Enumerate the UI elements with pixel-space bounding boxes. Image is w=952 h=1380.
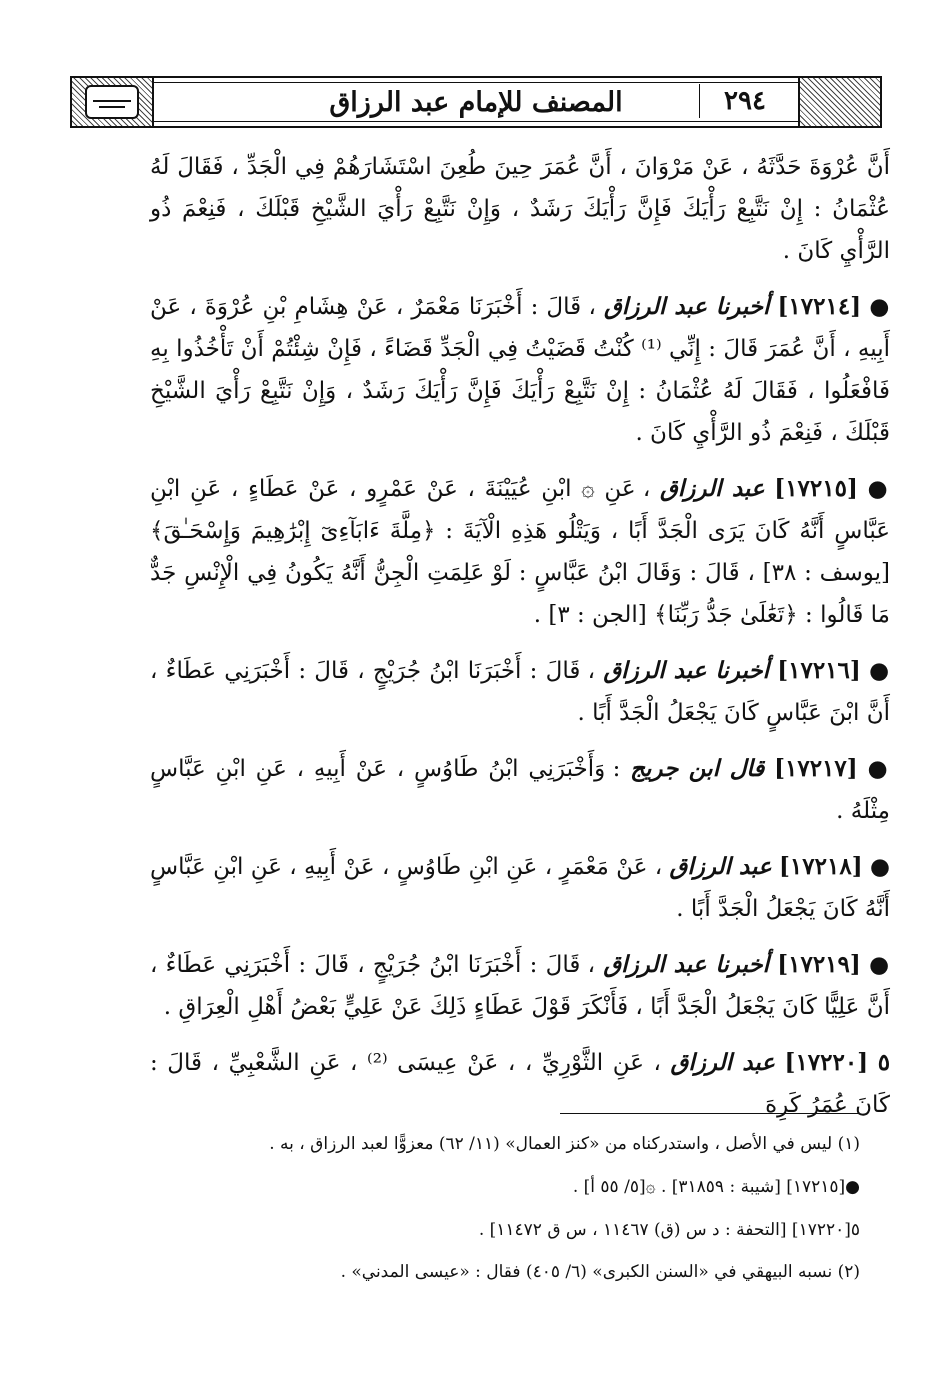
entry-marker: ●	[867, 475, 890, 502]
entry-source: قال ابن جريج	[630, 755, 765, 782]
entry-text: ، قَالَ : أَخْبَرَنَا ابْنُ جُرَيْجٍ ، قَالَ : أَخْبَرَنِي عَطَاءٌ ، أَنَّ ابْنَ عَبَّاسٍ كَانَ يَجْعَلُ الْجَدَّ أَبًا .	[150, 658, 890, 726]
entry-marker: ●	[869, 853, 890, 880]
ornament-right-icon	[798, 76, 882, 128]
entry-source: أخبرنا عبد الرزاق	[603, 951, 769, 978]
entry-marker: ●	[869, 657, 891, 684]
entry-source: عبد الرزاق	[660, 475, 765, 502]
entry-marker: ٥	[877, 1049, 891, 1076]
hadith-entry	[150, 468, 890, 636]
hadith-entry	[150, 846, 890, 930]
entry-number: [١٧٢١٦]	[777, 657, 861, 684]
footnote-1: (١) ليس في الأصل ، واستدركناه من «كنز العمال» (١١/ ٦٢) معزوًّا لعبد الرزاق ، به .	[269, 1134, 860, 1154]
footnote-3: ٥[١٧٢٢٠] [التحفة : د س (ق) ١١٤٦٧ ، س ق ١١٤٧٢] .	[478, 1220, 860, 1240]
entry-text: ، عَنْ مَعْمَرٍ ، عَنِ ابْنِ طَاوُسٍ ، عَنْ أَبِيهِ ، عَنِ ابْنِ عَبَّاسٍ أَنَّهُ كَانَ يَجْعَلُ الْجَدَّ أَبًا .	[150, 854, 890, 922]
entry-number: [١٧٢١٩]	[777, 951, 861, 978]
hadith-entry	[150, 650, 890, 734]
entry-number: [١٧٢١٧]	[774, 755, 858, 782]
entry-source: عبد الرزاق	[669, 853, 772, 880]
entry-source: عبد الرزاق	[670, 1049, 775, 1076]
book-title: المصنف للإمام عبد الرزاق	[329, 87, 623, 118]
entry-marker: ●	[869, 951, 891, 978]
entry-source: أخبرنا عبد الرزاق	[604, 293, 770, 320]
entry-text: ، قَالَ : أَخْبَرَنَا مَعْمَرٌ ، عَنْ هِشَامِ بْنِ عُرْوَةَ ، عَنْ أَبِيهِ ، أَنَّ عُمَرَ قَالَ : إِنِّي ⁽¹⁾ كُنْتُ قَضَيْتُ فِي الْجَدِّ قَضَاءً ، فَإِنْ شِئْتُمْ أَنْ تَأْخُذُوا بِهِ فَافْعَلُوا ، فَقَالَ لَهُ عُثْمَانُ : إِنْ نَتَّبِعْ رَأْيَكَ فَإِنَّ رَأْيَكَ رَشَدٌ ، وَإِنْ نَتَّبِعْ رَأْيَ الشَّيْخِ قَبْلَكَ ، فَنِعْمَ ذُو الرَّأْيِ كَانَ .	[150, 294, 890, 446]
entry-number: [١٧٢١٤]	[777, 293, 862, 320]
ornament-left-icon	[70, 76, 154, 128]
page-number: ٢٩٤	[699, 84, 790, 118]
entry-text: ، عَنِ ۞ ابْنِ عُيَيْنَةَ ، عَنْ عَمْرٍو ، عَنْ عَطَاءٍ ، عَنِ ابْنِ عَبَّاسٍ أَنَّهُ كَانَ يَرَى الْجَدَّ أَبًا ، وَيَتْلُو هَذِهِ الْآيَةَ : ﴿مِلَّةَ ءَابَآءِىٓ إِبْرَٰهِيمَ وَإِسْحَـٰقَ﴾ [يوسف : ٣٨] ، قَالَ : وَقَالَ ابْنُ عَبَّاسٍ : لَوْ عَلِمَتِ الْجِنُّ أَنَّهُ يَكُونُ فِي الْإِنْسِ جَدٌّ مَا قَالُوا : ﴿تَعَٰلَىٰ جَدُّ رَبِّنَا﴾ [الجن : ٣] .	[150, 476, 890, 628]
footnote-separator	[560, 1113, 860, 1114]
hadith-entry	[150, 286, 890, 454]
entry-text: : وَأَخْبَرَنِي ابْنُ طَاوُسٍ ، عَنْ أَبِيهِ ، عَنِ ابْنِ عَبَّاسٍ مِثْلَهُ .	[150, 756, 890, 824]
hadith-entry	[150, 146, 890, 272]
main-text	[150, 146, 890, 1140]
entry-number: [١٧٢٢٠]	[784, 1049, 869, 1076]
hadith-entry	[150, 748, 890, 832]
footnote-4: (٢) نسبه البيهقي في «السنن الكبرى» (٦/ ٤٠٥) فقال : «عيسى المدني» .	[340, 1262, 860, 1282]
footnote-2: ●[١٧٢١٥] [شيبة : ٣١٨٥٩] . ۞[٥/ ٥٥ أ] .	[572, 1177, 860, 1197]
hadith-entry	[150, 944, 890, 1028]
logo-seal-icon	[85, 85, 139, 119]
entry-text: أَنَّ عُرْوَةَ حَدَّثَهُ ، عَنْ مَرْوَانَ ، أَنَّ عُمَرَ حِينَ طُعِنَ اسْتَشَارَهُمْ فِي الْجَدِّ ، فَقَالَ لَهُ عُثْمَانُ : إِنْ نَتَّبِعْ رَأْيَكَ فَإِنَّ رَأْيَكَ رَشَدٌ ، وَإِنْ نَتَّبِعْ رَأْيَ الشَّيْخِ قَبْلَكَ ، فَنِعْمَ ذُو الرَّأْيِ كَانَ .	[150, 154, 890, 264]
entry-number: [١٧٢١٥]	[774, 475, 858, 502]
entry-number: [١٧٢١٨]	[779, 853, 863, 880]
entry-marker: ●	[867, 755, 891, 782]
running-header	[70, 76, 882, 128]
entry-text: ، قَالَ : أَخْبَرَنَا ابْنُ جُرَيْجٍ ، قَالَ : أَخْبَرَنِي عَطَاءٌ ، أَنَّ عَلِيًّا كَانَ يَجْعَلُ الْجَدَّ أَبًا ، فَأَنْكَرَ قَوْلَ عَطَاءٍ ذَلِكَ عَنْ عَلِيٍّ بَعْضُ أَهْلِ الْعِرَاقِ .	[150, 952, 890, 1020]
entry-text: ، عَنِ الثَّوْرِيِّ ، ، عَنْ عِيسَى ⁽²⁾ ، عَنِ الشَّعْبِيِّ ، قَالَ : كَانَ عُمَرُ كَرِهَ	[150, 1050, 890, 1118]
entry-source: أخبرنا عبد الرزاق	[603, 657, 769, 684]
entry-marker: ●	[869, 293, 891, 320]
